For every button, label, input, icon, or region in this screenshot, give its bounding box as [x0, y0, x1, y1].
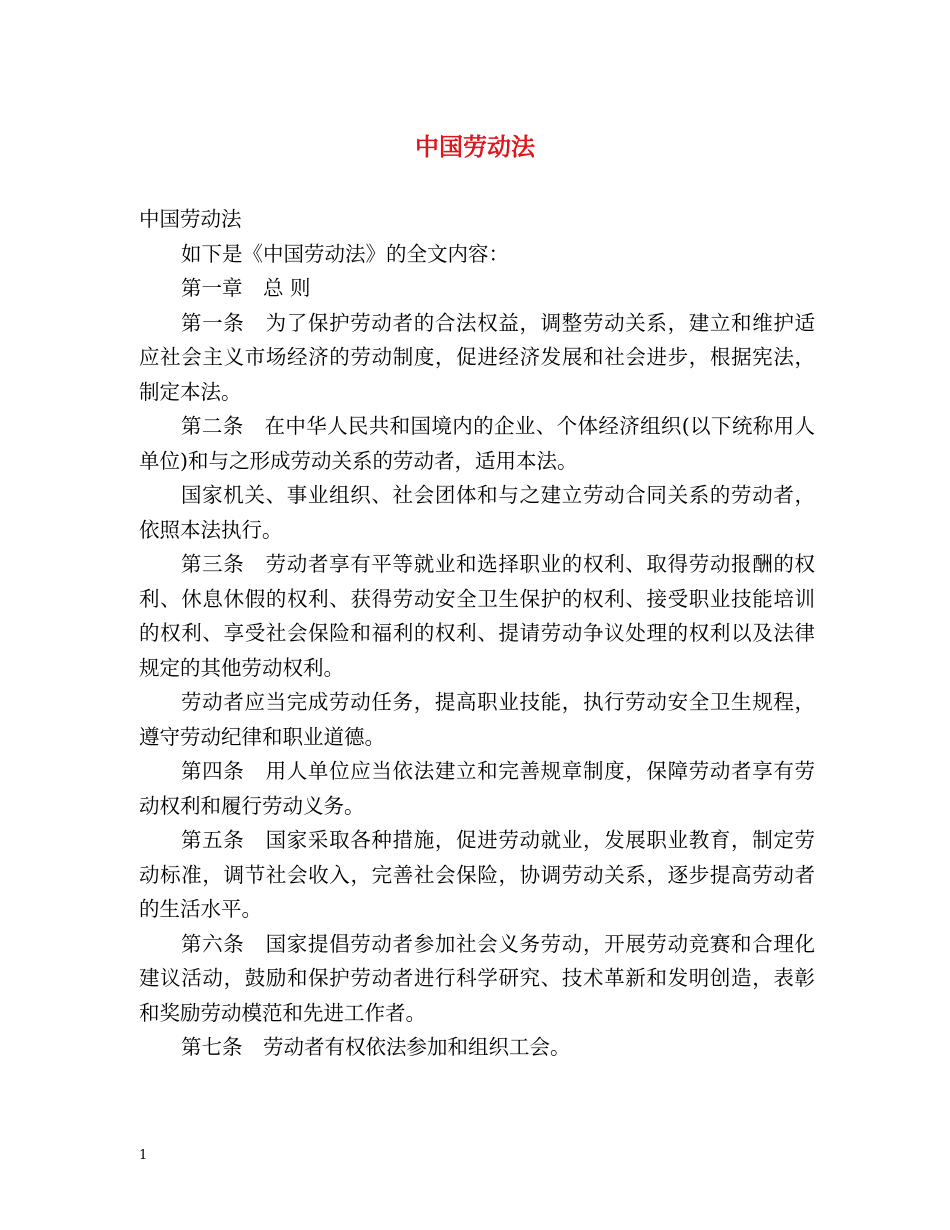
article-5: 第五条 国家采取各种措施，促进劳动就业，发展职业教育，制定劳动标准，调节社会收入，完善社会保险，协调劳动关系，逐步提高劳动者的生活水平。 [139, 828, 815, 921]
article-1: 第一条 为了保护劳动者的合法权益，调整劳动关系，建立和维护适应社会主义市场经济的劳动制度，促进经济发展和社会进步，根据宪法，制定本法。 [139, 310, 815, 404]
article-3: 第三条 劳动者享有平等就业和选择职业的权利、取得劳动报酬的权利、休息休假的权利、获得劳动安全卫生保护的权利、接受职业技能培训的权利、享受社会保险和福利的权利、提请劳动争议处理的权利以及法律规定的其他劳动权利。 [139, 552, 815, 680]
document-title: 中国劳动法 [415, 132, 535, 161]
article-4: 第四条 用人单位应当依法建立和完善规章制度，保障劳动者享有劳动权利和履行劳动义务。 [139, 759, 815, 818]
paragraph-heading: 中国劳动法 [139, 207, 242, 231]
chapter-heading: 第一章 总 则 [181, 276, 311, 300]
article-2-paragraph-2: 国家机关、事业组织、社会团体和与之建立劳动合同关系的劳动者，依照本法执行。 [139, 483, 815, 542]
paragraph-intro: 如下是《中国劳动法》的全文内容： [181, 241, 509, 266]
document-body [139, 202, 815, 1065]
article-2: 第二条 在中华人民共和国境内的企业、个体经济组织(以下统称用人单位)和与之形成劳动关系的劳动者，适用本法。 [139, 414, 815, 473]
article-6: 第六条 国家提倡劳动者参加社会义务劳动，开展劳动竞赛和合理化建议活动，鼓励和保护劳动者进行科学研究、技术革新和发明创造，表彰和奖励劳动模范和先进工作者。 [139, 931, 815, 1025]
article-3-paragraph-2: 劳动者应当完成劳动任务，提高职业技能，执行劳动安全卫生规程，遵守劳动纪律和职业道德。 [139, 690, 815, 749]
article-7: 第七条 劳动者有权依法参加和组织工会。 [181, 1035, 571, 1059]
page-number: 1 [139, 1148, 148, 1163]
